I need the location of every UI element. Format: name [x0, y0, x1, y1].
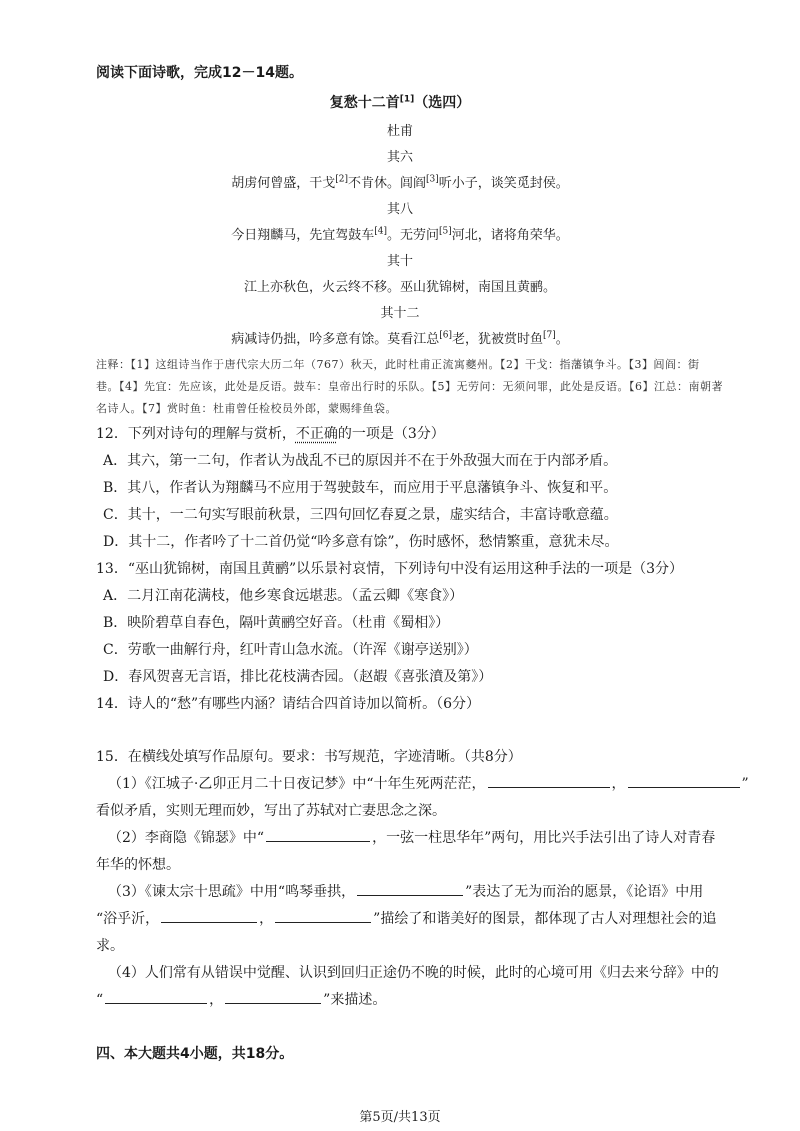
- poem-line-text: 。无劳问: [386, 228, 439, 243]
- q15-item-2-line2: 年华的怀想。: [96, 857, 180, 873]
- poem-title-suffix: （选四）: [414, 95, 471, 111]
- poem-line-text: 。: [555, 332, 569, 347]
- q15-item-3-line2: [96, 908, 716, 928]
- q15-item-1-line2: 看似矛盾，实则无理而妙，写出了苏轼对亡妻思念之深。: [96, 803, 446, 819]
- question-13-stem: 13．“巫山犹锦树，南国且黄鹂”以乐景衬哀情，下列诗句中没有运用这种手法的一项是（3分）: [96, 561, 684, 577]
- answer-blank[interactable]: [266, 827, 370, 842]
- q15-text: （1）《江城子·乙卯正月二十日夜记梦》中“十年生死两茫茫，: [108, 776, 486, 792]
- q15-item-4-line2: [96, 989, 386, 1009]
- poem-author: 杜甫: [386, 124, 413, 139]
- q15-item-3-line3: 求。: [96, 938, 124, 954]
- poem-part-text: [0, 224, 800, 243]
- poem-part-text: [0, 328, 800, 347]
- q15-item-4: （4）人们常有从错误中觉醒、认识到回归正途仍不晚的时候，此时的心境可用《归去来兮辞》中的: [108, 965, 719, 981]
- poem-note-line: 巷。【4】先宜：先应该，此处是反语。鼓车：皇帝出行时的乐队。【5】无劳问：无须问罪，此处是反语。【6】江总：南朝著: [96, 380, 723, 393]
- note-mark: [3]: [426, 174, 439, 185]
- poem-part-text: 江上亦秋色，火云终不移。巫山犹锦树，南国且黄鹂。: [243, 280, 556, 295]
- q12-option-a: A．其六，第一二句，作者认为战乱不已的原因并不在于外敌强大而在于内部矛盾。: [103, 453, 618, 469]
- question-12-stem: [96, 423, 445, 443]
- q15-text: ”来描述。: [323, 992, 387, 1008]
- poem-line-text: 胡虏何曾盛，干戈: [231, 176, 336, 191]
- q13-option-d: D．春风贺喜无言语，排比花枝满杏园。（赵嘏《喜张濆及第》）: [103, 669, 493, 685]
- poem-title-note: [1]: [399, 94, 415, 105]
- q15-text: “: [96, 992, 104, 1008]
- q12-option-d: D．其十二，作者吟了十二首仍觉“吟多意有馀”，伤时感怀，愁情繁重，意犹未尽。: [103, 534, 619, 550]
- poem-part-heading: 其十二: [380, 306, 420, 321]
- poem-line-text: 听小子，谈笑觅封侯。: [438, 176, 569, 191]
- q15-text: （3）《谏太宗十思疏》中用“鸣琴垂拱，: [108, 884, 356, 900]
- q12-option-c: C．其十，一二句实写眼前秋景，三四句回忆春夏之景，虚实结合，丰富诗歌意蕴。: [103, 507, 618, 523]
- q15-text: ”表达了无为而治的愿景，《论语》中用: [465, 884, 704, 900]
- q13-option-a: A．二月江南花满枝，他乡寒食远堪悲。（孟云卿《寒食》）: [103, 588, 464, 604]
- q15-text: ，: [611, 776, 626, 792]
- q15-text: ”描绘了和谐美好的图景，都体现了古人对理想社会的追: [373, 911, 717, 927]
- poem-part-heading: 其八: [386, 202, 413, 217]
- question-15-stem: 15．在横线处填写作品原句。要求：书写规范，字迹清晰。（共8分）: [96, 749, 522, 765]
- q15-text: ，: [209, 992, 224, 1008]
- q13-option-c: C．劳歌一曲解行舟，红叶青山急水流。（许浑《谢亭送别》）: [103, 642, 478, 658]
- answer-blank[interactable]: [161, 908, 257, 923]
- answer-blank[interactable]: [488, 773, 610, 788]
- poem-note-line: 名诗人。【7】赏时鱼：杜甫曾任检校员外郎，蒙赐绯鱼袋。: [96, 402, 397, 415]
- page-footer: 第5页/共13页: [359, 1110, 441, 1125]
- poem-part-heading: 其十: [386, 254, 413, 269]
- answer-blank[interactable]: [275, 908, 371, 923]
- note-mark: [6]: [439, 330, 452, 341]
- answer-blank[interactable]: [628, 773, 740, 788]
- note-mark: [5]: [439, 226, 452, 237]
- poem-line-text: 老，犹被赏时鱼: [451, 332, 543, 347]
- poem-line-text: 不肯休。闾阎: [347, 176, 426, 191]
- q12-stem-text: 的一项是（3分）: [337, 426, 445, 442]
- poem-line-text: 河北，诸将角荣华。: [451, 228, 569, 243]
- section-4-heading: 四、本大题共4小题，共18分。: [96, 1046, 294, 1062]
- q15-text: ，: [259, 911, 274, 927]
- q15-item-1: [108, 773, 749, 793]
- q15-item-2: [108, 827, 715, 847]
- poem-part-text: [0, 172, 800, 191]
- note-mark: [2]: [335, 174, 348, 185]
- section-intro: 阅读下面诗歌，完成12－14题。: [96, 65, 303, 81]
- poem-line-text: 病减诗仍拙，吟多意有馀。莫看江总: [231, 332, 440, 347]
- q12-option-b: B．其八，作者认为翔麟马不应用于驾驶鼓车，而应用于平息藩镇争斗、恢复和平。: [103, 480, 618, 496]
- q15-text: ”: [741, 776, 749, 792]
- poem-line-text: 今日翔麟马，先宜驾鼓车: [231, 228, 375, 243]
- q12-emphasis: 不正确: [295, 426, 338, 442]
- question-14-stem: 14．诗人的“愁”有哪些内涵？请结合四首诗加以简析。（6分）: [96, 696, 481, 712]
- poem-title: [0, 92, 800, 112]
- answer-blank[interactable]: [105, 989, 207, 1004]
- q15-text: ，一弦一柱思华年”两句，用比兴手法引出了诗人对青春: [372, 830, 716, 846]
- q15-text: “浴乎沂，: [96, 911, 160, 927]
- poem-title-text: 复愁十二首: [329, 95, 400, 111]
- q15-item-3: [108, 881, 703, 901]
- q15-text: （2）李商隐《锦瑟》中“: [108, 830, 265, 846]
- poem-note-line: 注释：【1】这组诗当作于唐代宗大历二年（767）秋天，此时杜甫正流寓夔州。【2】干戈：指藩镇争斗。【3】闾阎：街: [96, 358, 700, 371]
- q12-stem-text: 12．下列对诗句的理解与赏析，: [96, 426, 296, 442]
- answer-blank[interactable]: [357, 881, 463, 896]
- poem-part-heading: 其六: [386, 150, 413, 165]
- note-mark: [4]: [374, 226, 387, 237]
- answer-blank[interactable]: [225, 989, 321, 1004]
- note-mark: [7]: [543, 330, 556, 341]
- q13-option-b: B．映阶碧草自春色，隔叶黄鹂空好音。（杜甫《蜀相》）: [103, 615, 450, 631]
